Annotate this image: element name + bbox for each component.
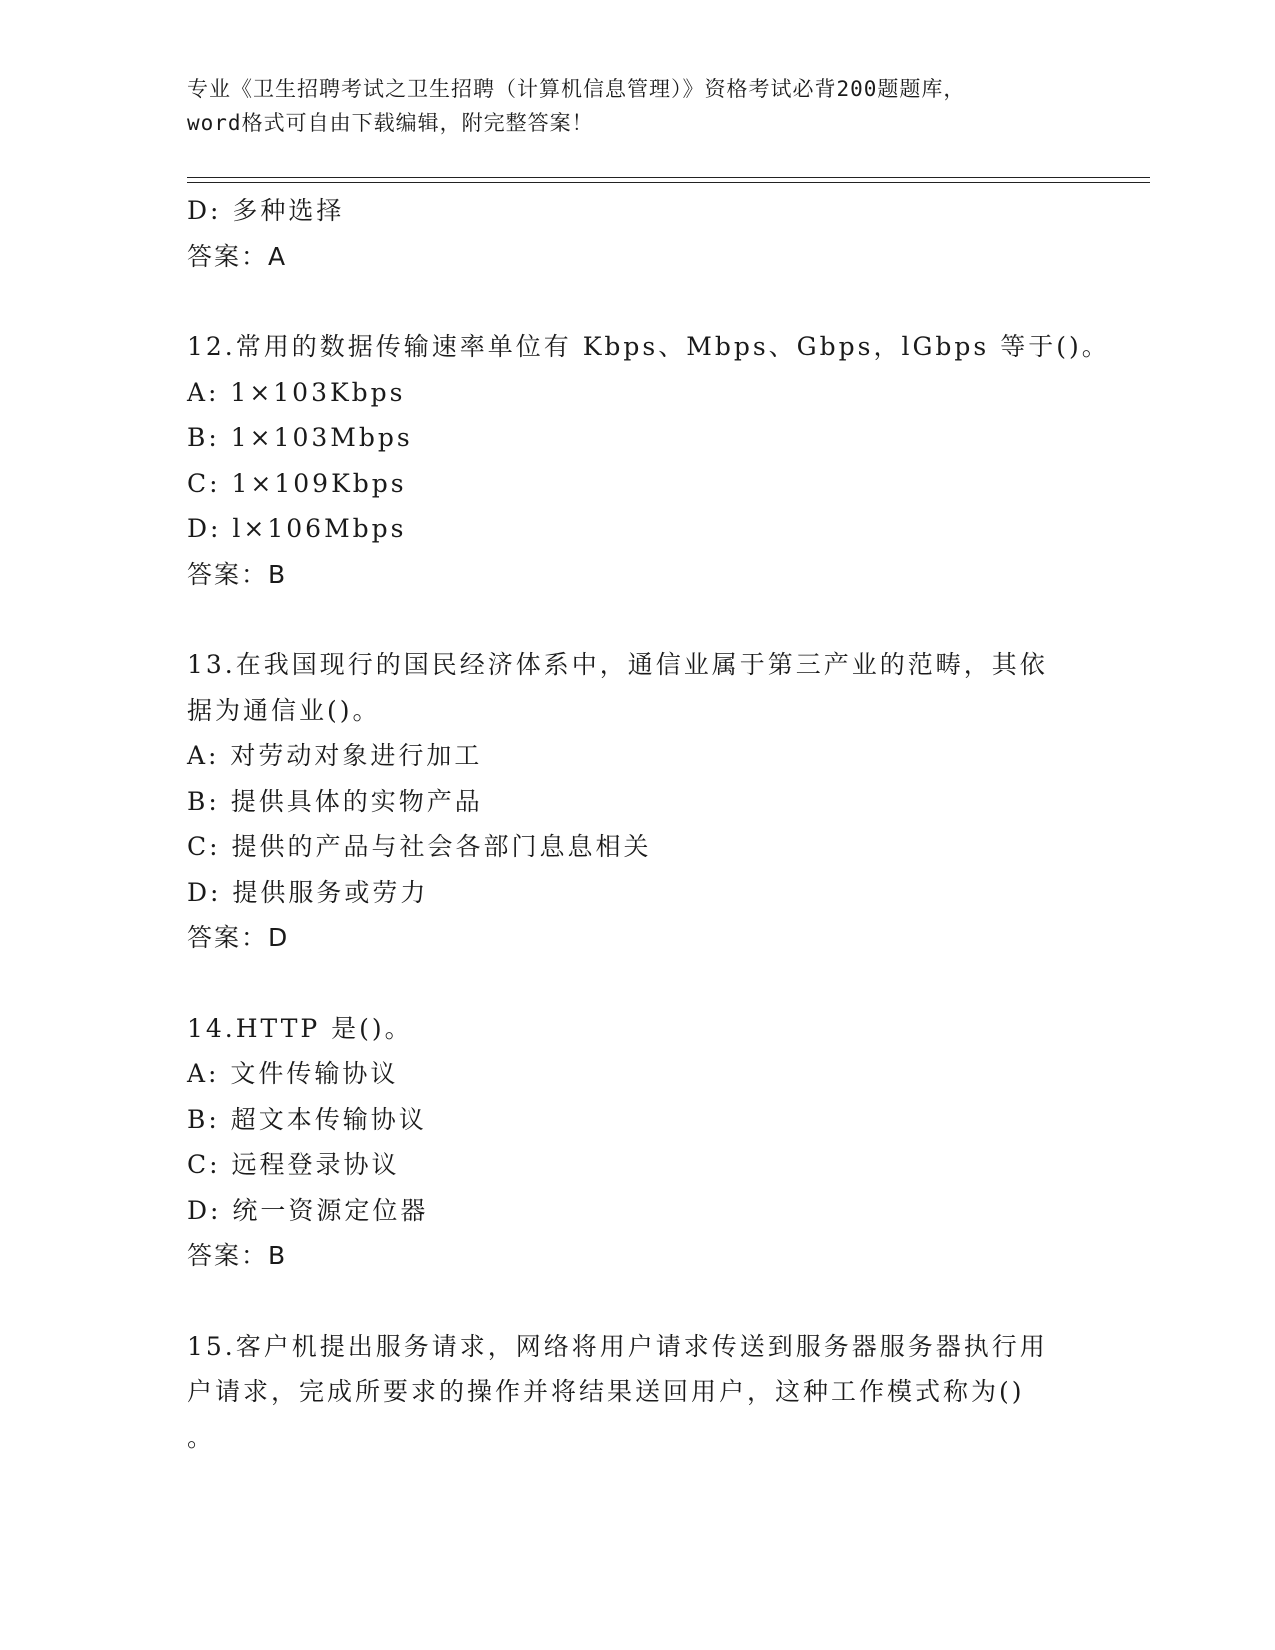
q14-option-d: D: 统一资源定位器 bbox=[187, 1195, 429, 1225]
header-divider-thick bbox=[187, 182, 1150, 183]
header-title-line-2: word格式可自由下载编辑，附完整答案！ bbox=[187, 111, 594, 135]
q12-option-c: C: 1×109Kbps bbox=[187, 468, 407, 498]
q14-answer: 答案：B bbox=[187, 1241, 288, 1270]
q15-stem-line-2: 户请求，完成所要求的操作并将结果送回用户，这种工作模式称为() bbox=[187, 1377, 1025, 1406]
q13-stem-line-2: 据为通信业()。 bbox=[187, 695, 381, 725]
question-content bbox=[187, 188, 1110, 1460]
header-title-line-1: 专业《卫生招聘考试之卫生招聘（计算机信息管理）》资格考试必背200题题库， bbox=[187, 77, 966, 101]
prev-option-d: D: 多种选择 bbox=[187, 196, 345, 225]
q13-option-b: B: 提供具体的实物产品 bbox=[187, 786, 483, 816]
q13-stem-line-1: 13.在我国现行的国民经济体系中，通信业属于第三产业的范畴，其依 bbox=[187, 650, 1048, 679]
q13-option-c: C: 提供的产品与社会各部门息息相关 bbox=[187, 832, 652, 861]
q12-option-b: B: 1×103Mbps bbox=[187, 423, 413, 452]
q12-option-a: A: 1×103Kbps bbox=[187, 377, 406, 407]
q12-answer: 答案：B bbox=[187, 559, 288, 589]
q12-stem: 12.常用的数据传输速率单位有 Kbps、Mbps、Gbps，lGbps 等于()。 bbox=[187, 332, 1110, 361]
header-divider-thin bbox=[187, 177, 1150, 178]
spacer bbox=[187, 597, 1087, 642]
spacer bbox=[187, 1279, 1087, 1324]
q14-option-a: A: 文件传输协议 bbox=[187, 1059, 399, 1088]
q13-option-a: A: 对劳动对象进行加工 bbox=[187, 741, 483, 770]
spacer bbox=[187, 279, 1087, 324]
prev-answer: 答案：A bbox=[187, 241, 288, 271]
spacer bbox=[187, 961, 1087, 1006]
q14-option-c: C: 远程登录协议 bbox=[187, 1150, 400, 1179]
q12-option-d: D: l×106Mbps bbox=[187, 514, 407, 543]
q14-stem: 14.HTTP 是()。 bbox=[187, 1013, 413, 1043]
q13-option-d: D: 提供服务或劳力 bbox=[187, 877, 429, 907]
q13-answer: 答案：D bbox=[187, 923, 290, 952]
q14-option-b: B: 超文本传输协议 bbox=[187, 1104, 427, 1134]
q15-stem-line-3: 。 bbox=[187, 1422, 216, 1452]
document-header bbox=[187, 72, 1087, 140]
q15-stem-line-1: 15.客户机提出服务请求，网络将用户请求传送到服务器服务器执行用 bbox=[187, 1331, 1048, 1361]
